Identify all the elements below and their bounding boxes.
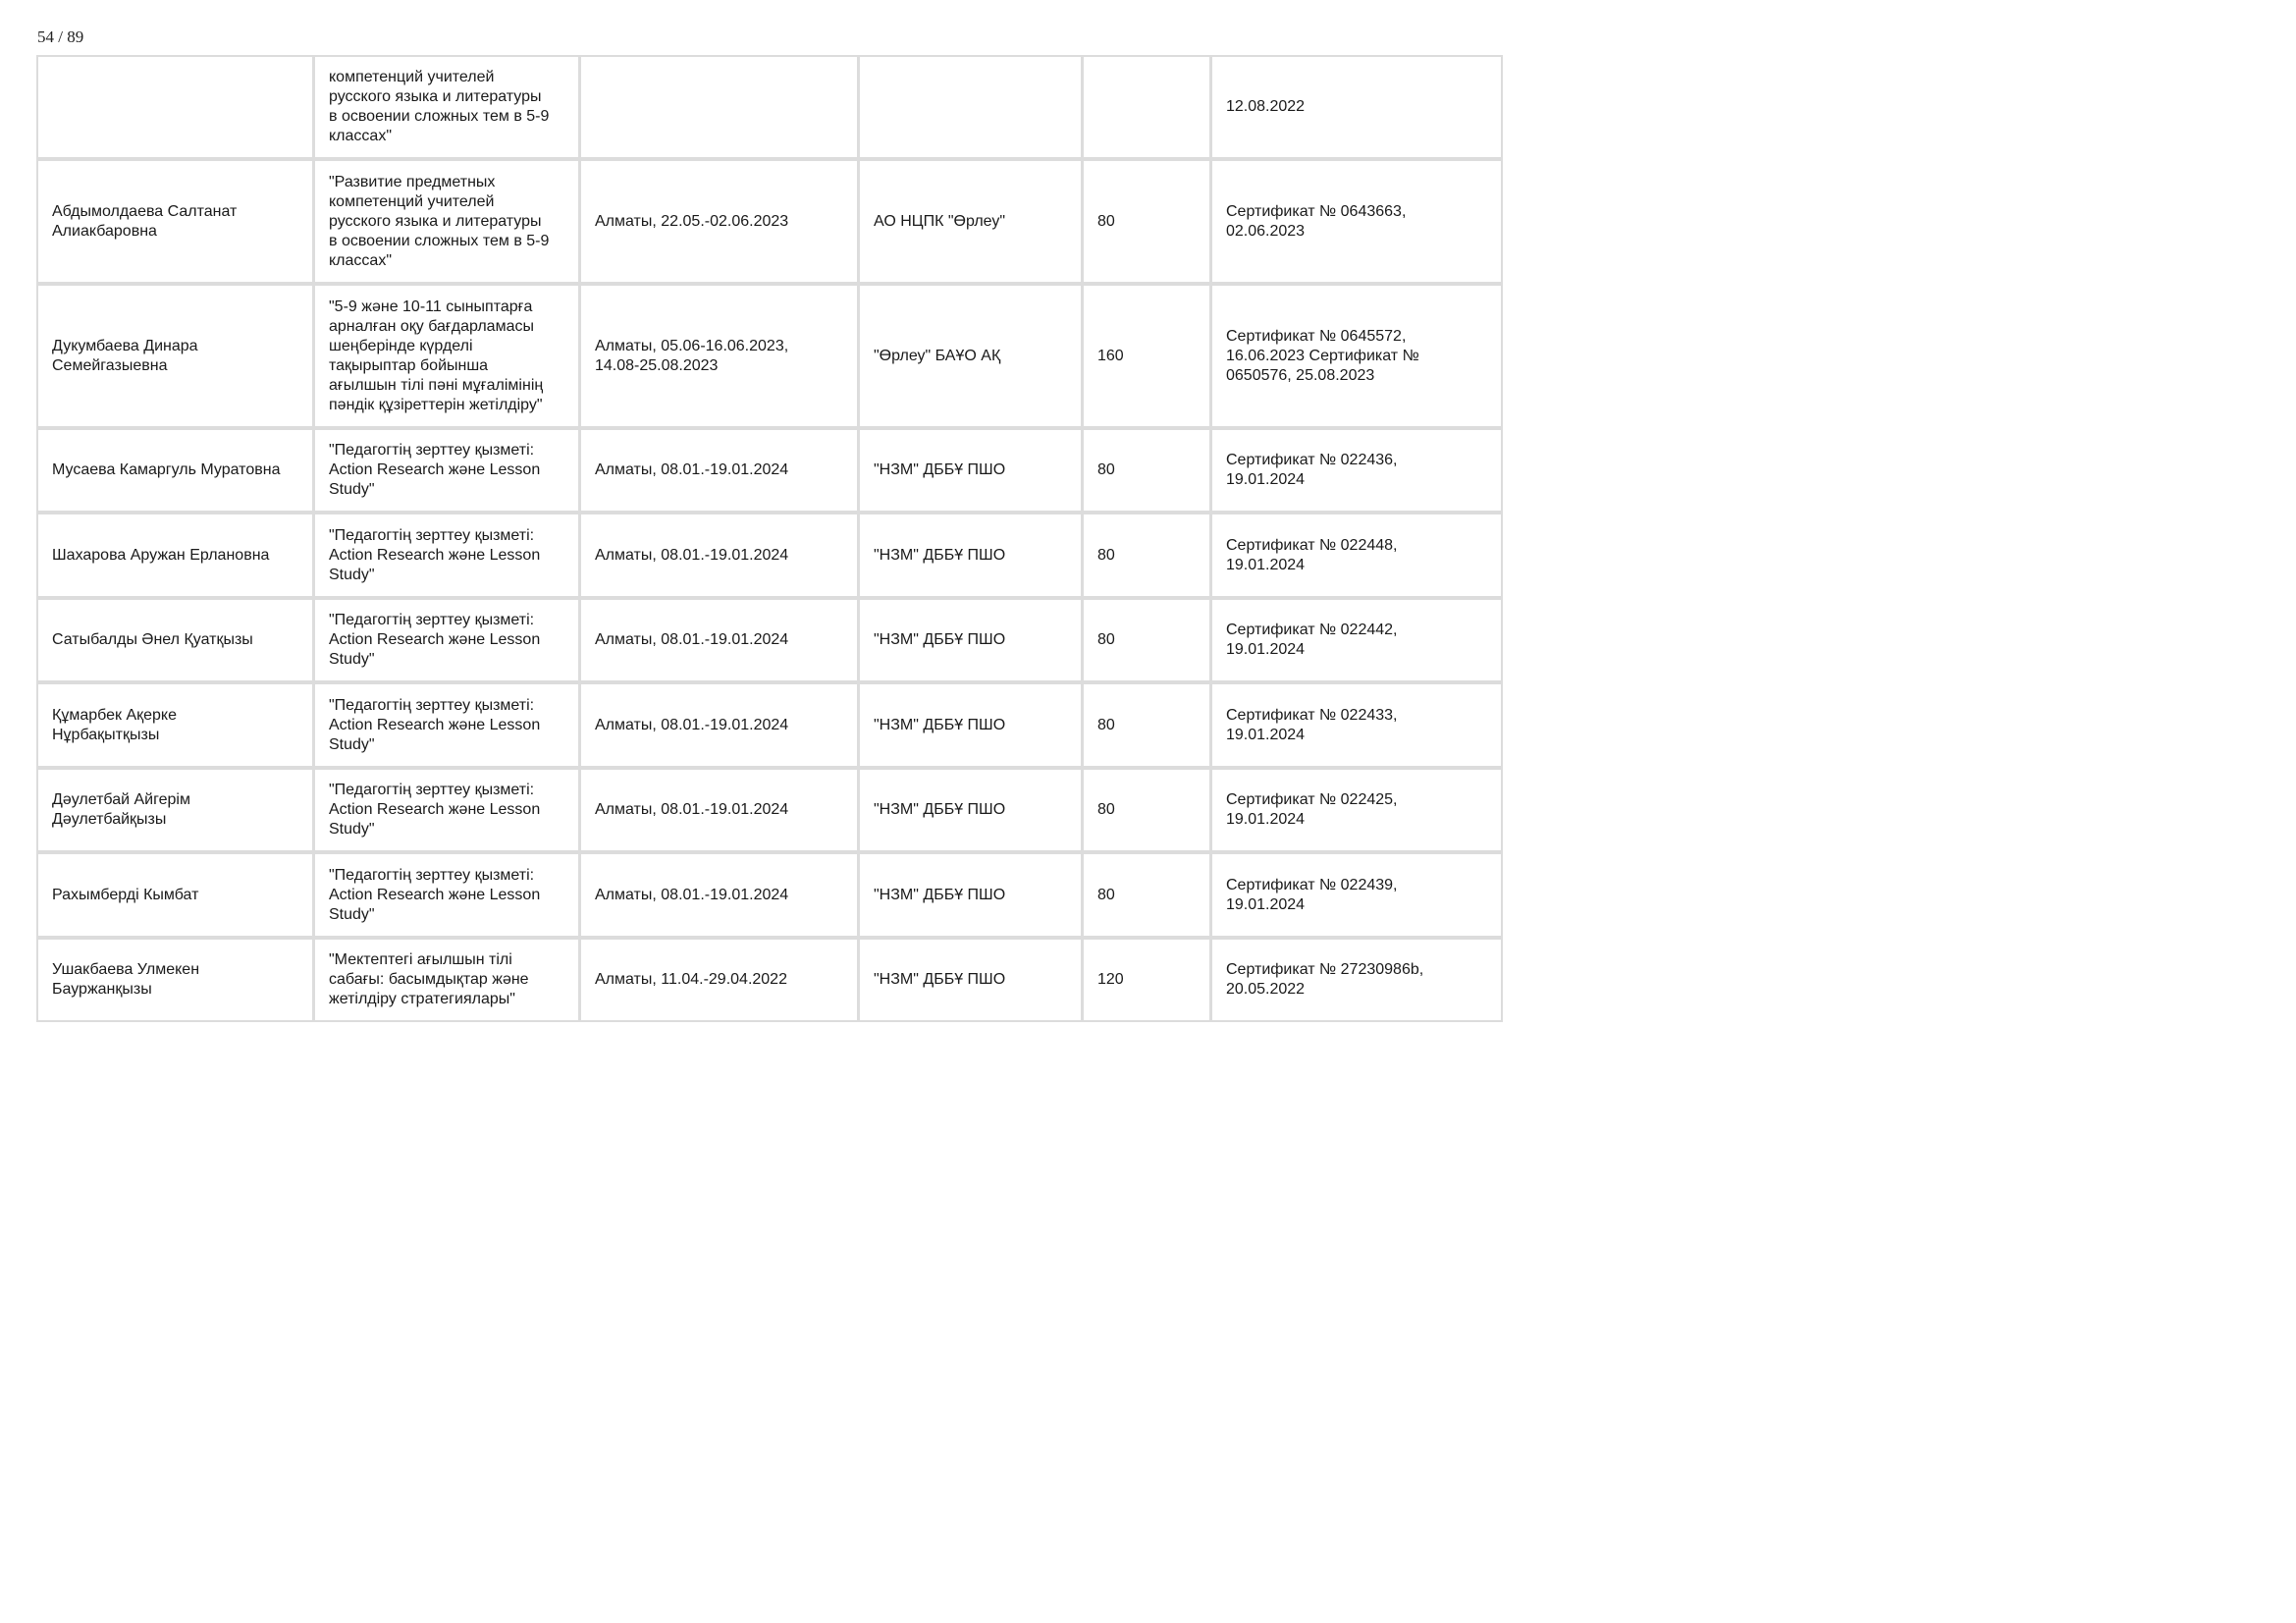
place-dates-cell: [580, 55, 859, 159]
certificate-cell: Сертификат № 27230986b, 20.05.2022: [1211, 938, 1503, 1022]
table-row: [36, 428, 1503, 513]
hours-cell: 80: [1083, 513, 1211, 598]
certificate-cell: Сертификат № 022439, 19.01.2024: [1211, 852, 1503, 938]
course-title-cell: компетенций учителей русского языка и литературы в освоении сложных тем в 5-9 классах": [314, 55, 580, 159]
organizer-cell: "НЗМ" ДББҰ ПШО: [859, 768, 1083, 852]
place-dates-cell: Алматы, 08.01.-19.01.2024: [580, 768, 859, 852]
table-row: [36, 598, 1503, 682]
place-dates-cell: Алматы, 11.04.-29.04.2022: [580, 938, 859, 1022]
organizer-cell: "НЗМ" ДББҰ ПШО: [859, 513, 1083, 598]
certificate-cell: Сертификат № 022425, 19.01.2024: [1211, 768, 1503, 852]
course-title-cell: "Педагогтің зерттеу қызметі: Action Research және Lesson Study": [314, 682, 580, 768]
hours-cell: 80: [1083, 428, 1211, 513]
place-dates-cell: Алматы, 08.01.-19.01.2024: [580, 513, 859, 598]
organizer-cell: "НЗМ" ДББҰ ПШО: [859, 938, 1083, 1022]
course-title-cell: "Педагогтің зерттеу қызметі: Action Research және Lesson Study": [314, 513, 580, 598]
course-title-cell: "Развитие предметных компетенций учителей русского языка и литературы в освоении сложных тем в 5-9 классах": [314, 159, 580, 284]
certificate-cell: Сертификат № 022442, 19.01.2024: [1211, 598, 1503, 682]
teacher-name-cell: Мусаева Камаргуль Муратовна: [36, 428, 314, 513]
teacher-name-cell: Дәулетбай Айгерім Дәулетбайқызы: [36, 768, 314, 852]
course-title-cell: "Мектептегі ағылшын тілі сабағы: басымдықтар және жетілдіру стратегиялары": [314, 938, 580, 1022]
hours-cell: 80: [1083, 598, 1211, 682]
table-row: [36, 55, 1503, 159]
teacher-name-cell: Сатыбалды Әнел Қуатқызы: [36, 598, 314, 682]
certificate-cell: Сертификат № 0645572, 16.06.2023 Сертификат № 0650576, 25.08.2023: [1211, 284, 1503, 428]
teacher-name-cell: Ушакбаева Улмекен Бауржанқызы: [36, 938, 314, 1022]
course-title-cell: "Педагогтің зерттеу қызметі: Action Research және Lesson Study": [314, 428, 580, 513]
teacher-name-cell: Рахымберді Кымбат: [36, 852, 314, 938]
teacher-name-cell: [36, 55, 314, 159]
place-dates-cell: Алматы, 08.01.-19.01.2024: [580, 852, 859, 938]
table-row: [36, 938, 1503, 1022]
table-row: [36, 852, 1503, 938]
certificate-cell: Сертификат № 0643663, 02.06.2023: [1211, 159, 1503, 284]
organizer-cell: "НЗМ" ДББҰ ПШО: [859, 682, 1083, 768]
course-title-cell: "5-9 және 10-11 сыныптарға арналған оқу бағдарламасы шеңберінде күрделі тақырыптар бойынша ағылшын тілі пәні мұғалімінің пәндік құзіреттерін жетілдіру": [314, 284, 580, 428]
place-dates-cell: Алматы, 22.05.-02.06.2023: [580, 159, 859, 284]
certificate-cell: Сертификат № 022433, 19.01.2024: [1211, 682, 1503, 768]
hours-cell: [1083, 55, 1211, 159]
organizer-cell: "НЗМ" ДББҰ ПШО: [859, 852, 1083, 938]
certificate-cell: Сертификат № 022436, 19.01.2024: [1211, 428, 1503, 513]
organizer-cell: АО НЦПК "Өрлеу": [859, 159, 1083, 284]
hours-cell: 80: [1083, 768, 1211, 852]
certificate-cell: 12.08.2022: [1211, 55, 1503, 159]
teacher-name-cell: Құмарбек Ақерке Нұрбақытқызы: [36, 682, 314, 768]
hours-cell: 120: [1083, 938, 1211, 1022]
place-dates-cell: Алматы, 08.01.-19.01.2024: [580, 428, 859, 513]
table-row: [36, 768, 1503, 852]
table-row: [36, 284, 1503, 428]
hours-cell: 160: [1083, 284, 1211, 428]
course-title-cell: "Педагогтің зерттеу қызметі: Action Research және Lesson Study": [314, 768, 580, 852]
course-title-cell: "Педагогтің зерттеу қызметі: Action Research және Lesson Study": [314, 852, 580, 938]
place-dates-cell: Алматы, 08.01.-19.01.2024: [580, 682, 859, 768]
organizer-cell: "Өрлеу" БАҰО АҚ: [859, 284, 1083, 428]
place-dates-cell: Алматы, 05.06-16.06.2023, 14.08-25.08.2023: [580, 284, 859, 428]
organizer-cell: [859, 55, 1083, 159]
table-row: [36, 682, 1503, 768]
table-row: [36, 513, 1503, 598]
page-number: 54 / 89: [37, 27, 84, 46]
hours-cell: 80: [1083, 852, 1211, 938]
certificate-cell: Сертификат № 022448, 19.01.2024: [1211, 513, 1503, 598]
table-row: [36, 159, 1503, 284]
teacher-name-cell: Шахарова Аружан Ерлановна: [36, 513, 314, 598]
teacher-name-cell: Абдымолдаева Салтанат Алиакбаровна: [36, 159, 314, 284]
hours-cell: 80: [1083, 682, 1211, 768]
organizer-cell: "НЗМ" ДББҰ ПШО: [859, 428, 1083, 513]
training-records-table: [36, 55, 1503, 1022]
organizer-cell: "НЗМ" ДББҰ ПШО: [859, 598, 1083, 682]
place-dates-cell: Алматы, 08.01.-19.01.2024: [580, 598, 859, 682]
teacher-name-cell: Дукумбаева Динара Семейгазыевна: [36, 284, 314, 428]
course-title-cell: "Педагогтің зерттеу қызметі: Action Research және Lesson Study": [314, 598, 580, 682]
hours-cell: 80: [1083, 159, 1211, 284]
